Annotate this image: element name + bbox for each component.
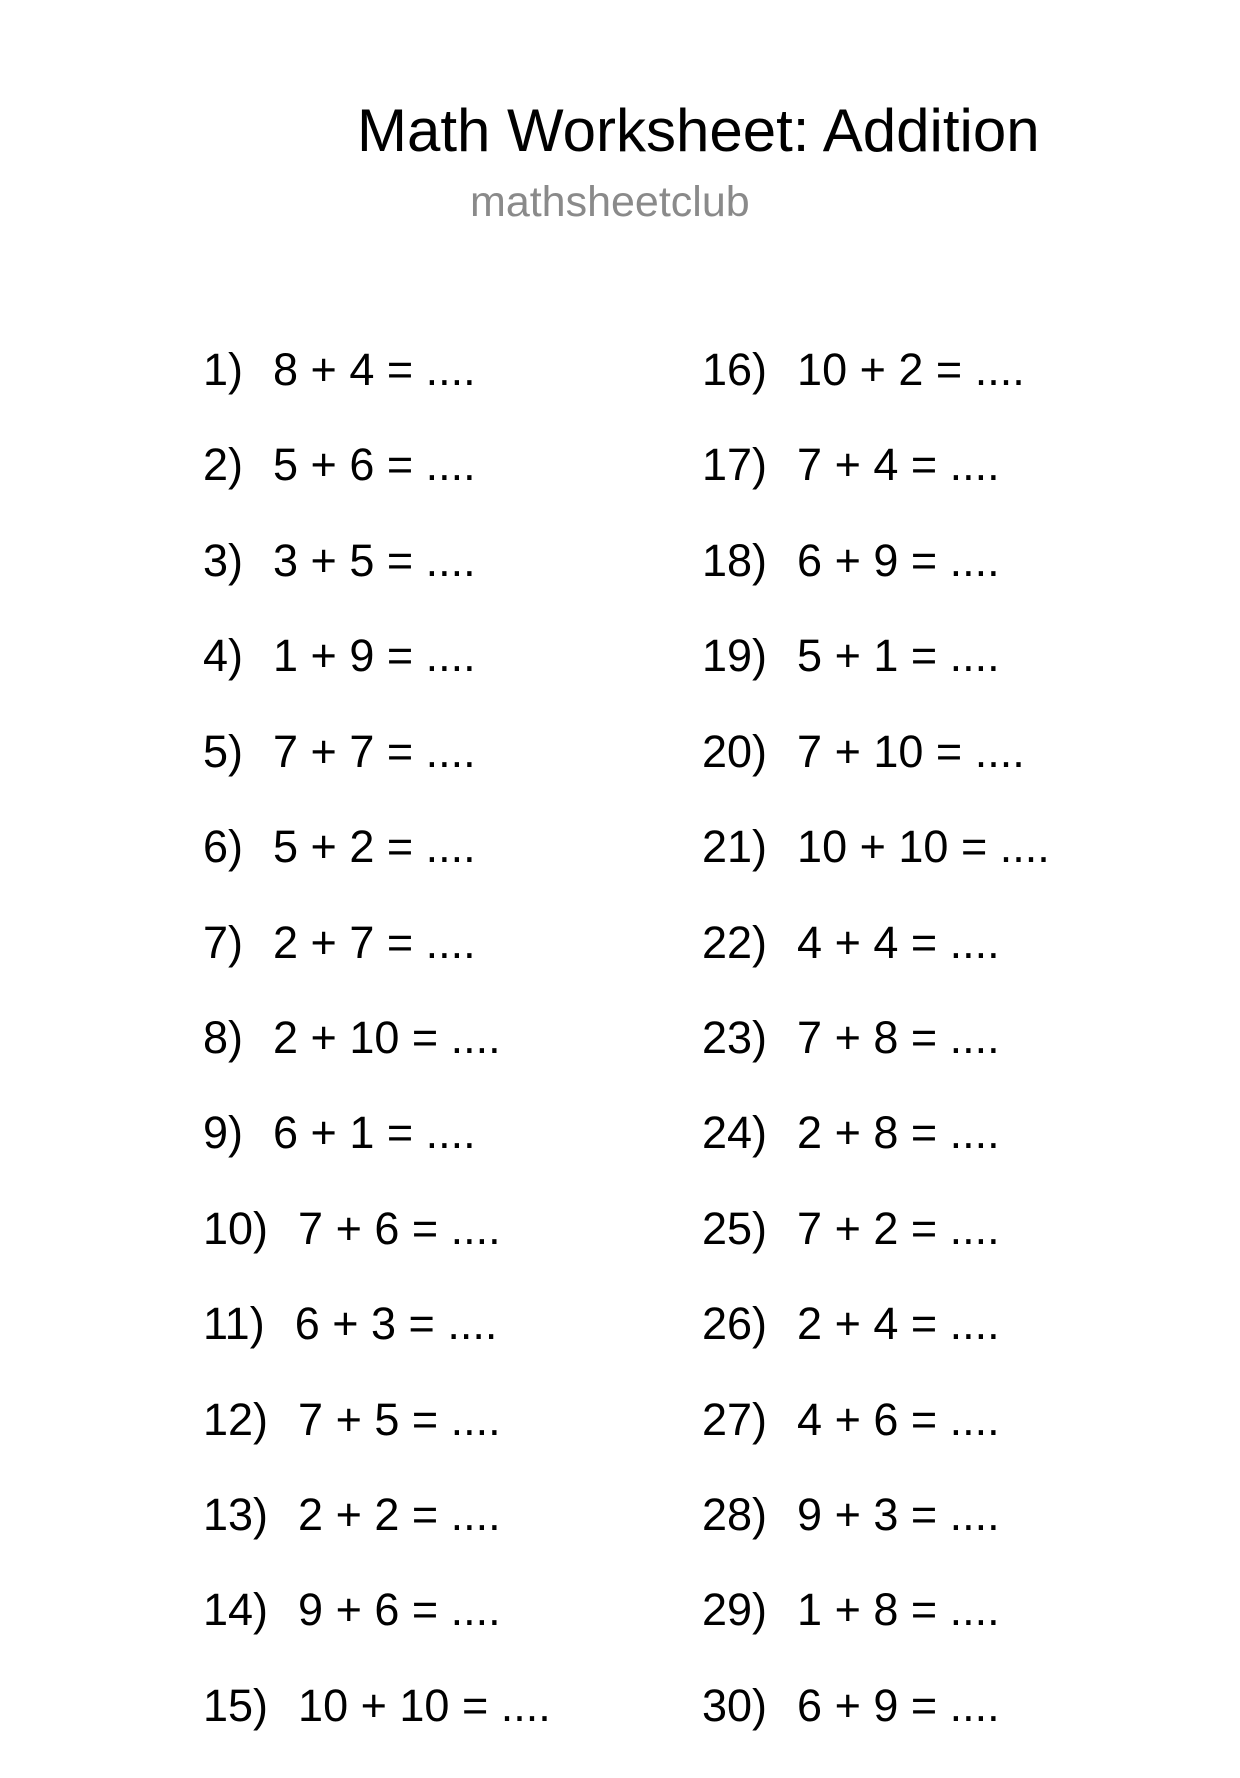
problem-number: 16) bbox=[702, 344, 768, 395]
problem-number: 8) bbox=[203, 1011, 244, 1063]
problem-row bbox=[702, 1584, 1050, 1682]
problem-number: 28) bbox=[702, 1489, 768, 1541]
problem-expression: 10 + 2 = .... bbox=[797, 344, 1025, 395]
problem-number: 7) bbox=[203, 916, 244, 968]
problem-number: 9) bbox=[203, 1107, 244, 1159]
problem-number: 21) bbox=[702, 821, 768, 873]
problem-row bbox=[702, 1011, 1050, 1110]
problem-number: 17) bbox=[702, 439, 768, 491]
problem-expression: 3 + 5 = .... bbox=[273, 534, 476, 586]
problem-number: 15) bbox=[203, 1679, 269, 1731]
problem-row bbox=[203, 1011, 551, 1110]
problem-number: 1) bbox=[203, 344, 244, 395]
problem-expression: 5 + 1 = .... bbox=[797, 630, 1000, 682]
problem-row bbox=[203, 821, 551, 919]
problem-expression: 7 + 10 = .... bbox=[797, 725, 1025, 777]
problem-number: 20) bbox=[702, 725, 768, 777]
problem-row bbox=[203, 1107, 551, 1205]
problems-column-left bbox=[203, 344, 551, 1778]
problem-row bbox=[702, 1107, 1050, 1205]
problem-expression: 6 + 9 = .... bbox=[797, 1679, 1000, 1731]
problem-expression: 7 + 7 = .... bbox=[273, 725, 476, 777]
problem-number: 26) bbox=[702, 1298, 768, 1350]
problem-number: 6) bbox=[203, 821, 244, 873]
problem-row bbox=[203, 1298, 551, 1396]
problem-number: 23) bbox=[702, 1011, 768, 1063]
problem-expression: 7 + 6 = .... bbox=[298, 1202, 501, 1254]
problem-number: 24) bbox=[702, 1107, 768, 1159]
problem-expression: 6 + 9 = .... bbox=[797, 534, 1000, 586]
problem-expression: 2 + 10 = .... bbox=[273, 1011, 501, 1063]
problem-expression: 5 + 2 = .... bbox=[273, 821, 476, 873]
problem-number: 3) bbox=[203, 534, 244, 586]
problem-expression: 9 + 6 = .... bbox=[298, 1584, 501, 1636]
problem-expression: 10 + 10 = .... bbox=[797, 821, 1050, 873]
problem-expression: 2 + 2 = .... bbox=[298, 1489, 501, 1541]
problem-number: 11) bbox=[203, 1298, 265, 1350]
problem-row bbox=[203, 1679, 551, 1778]
problem-number: 4) bbox=[203, 630, 244, 682]
problem-expression: 2 + 4 = .... bbox=[797, 1298, 1000, 1350]
problems-column-right bbox=[702, 344, 1050, 1778]
problem-row bbox=[702, 344, 1050, 442]
problem-row bbox=[702, 630, 1050, 728]
problem-expression: 1 + 8 = .... bbox=[797, 1584, 1000, 1636]
problem-row bbox=[702, 916, 1050, 1015]
problem-row bbox=[203, 344, 551, 442]
problem-expression: 1 + 9 = .... bbox=[273, 630, 476, 682]
problem-number: 27) bbox=[702, 1393, 768, 1445]
problem-expression: 10 + 10 = .... bbox=[298, 1679, 551, 1731]
problem-number: 10) bbox=[203, 1202, 269, 1254]
problem-row bbox=[702, 1393, 1050, 1492]
problem-row bbox=[702, 821, 1050, 919]
problem-expression: 2 + 7 = .... bbox=[273, 916, 476, 968]
problem-expression: 7 + 5 = .... bbox=[298, 1393, 501, 1445]
problem-number: 19) bbox=[702, 630, 768, 682]
problem-number: 18) bbox=[702, 534, 768, 586]
problem-row bbox=[203, 725, 551, 824]
problem-row bbox=[203, 1489, 551, 1587]
problem-number: 14) bbox=[203, 1584, 269, 1636]
problem-row bbox=[702, 534, 1050, 633]
problem-row bbox=[203, 1393, 551, 1492]
page-subtitle: mathsheetclub bbox=[470, 178, 750, 226]
problem-expression: 8 + 4 = .... bbox=[273, 344, 476, 395]
problem-row bbox=[702, 439, 1050, 537]
problem-row bbox=[702, 725, 1050, 824]
problem-expression: 7 + 4 = .... bbox=[797, 439, 1000, 491]
problem-number: 13) bbox=[203, 1489, 269, 1541]
page-title: Math Worksheet: Addition bbox=[357, 97, 1040, 164]
problem-number: 12) bbox=[203, 1393, 269, 1445]
problem-number: 29) bbox=[702, 1584, 768, 1636]
problem-row bbox=[203, 1584, 551, 1682]
problem-row bbox=[702, 1679, 1050, 1778]
problem-expression: 5 + 6 = .... bbox=[273, 439, 476, 491]
problem-expression: 6 + 1 = .... bbox=[273, 1107, 476, 1159]
problem-expression: 7 + 2 = .... bbox=[797, 1202, 1000, 1254]
problem-expression: 2 + 8 = .... bbox=[797, 1107, 1000, 1159]
problem-row bbox=[203, 1202, 551, 1301]
problem-expression: 4 + 4 = .... bbox=[797, 916, 1000, 968]
problem-row bbox=[203, 534, 551, 633]
problem-expression: 7 + 8 = .... bbox=[797, 1011, 1000, 1063]
problem-number: 2) bbox=[203, 439, 244, 491]
problem-row bbox=[702, 1202, 1050, 1301]
problem-row bbox=[203, 439, 551, 537]
problem-row bbox=[203, 916, 551, 1015]
problem-number: 22) bbox=[702, 916, 768, 968]
problem-row bbox=[702, 1489, 1050, 1587]
problem-row bbox=[203, 630, 551, 728]
problem-row bbox=[702, 1298, 1050, 1396]
problem-number: 5) bbox=[203, 725, 244, 777]
problem-number: 30) bbox=[702, 1679, 768, 1731]
problem-number: 25) bbox=[702, 1202, 768, 1254]
problem-expression: 6 + 3 = .... bbox=[294, 1298, 498, 1350]
problem-expression: 4 + 6 = .... bbox=[797, 1393, 1000, 1445]
problem-expression: 9 + 3 = .... bbox=[797, 1489, 1000, 1541]
